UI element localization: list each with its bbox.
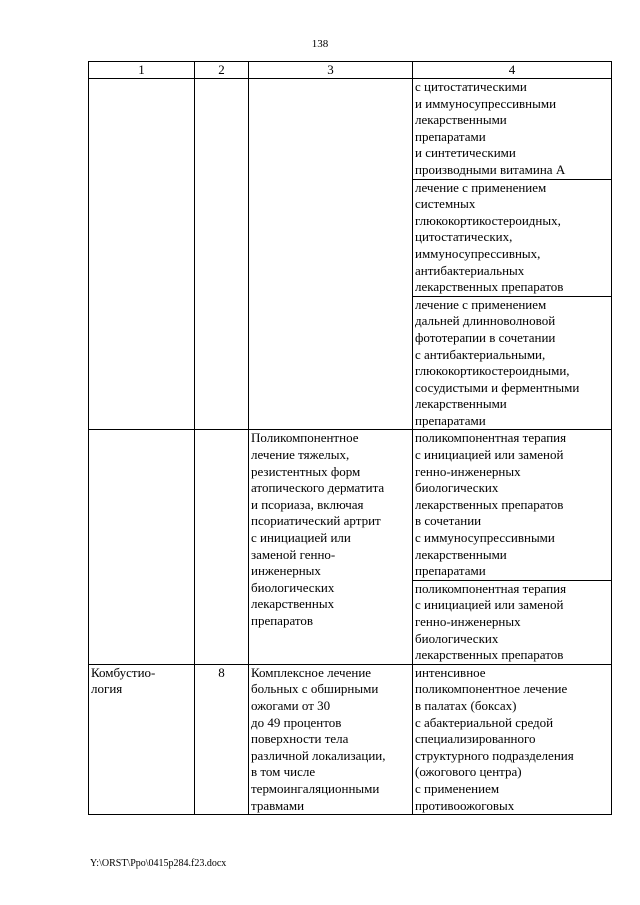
profile-text: Комбустио- логия (91, 664, 156, 697)
table-row (89, 664, 612, 814)
group-number-cell (195, 664, 249, 814)
table-row (89, 79, 612, 180)
treatment-text: лечение с применением дальней длинноволновой фототерапии в сочетании с антибактериальными, глюкокортикостероидными, сосудистыми и ферментными лекарственными препаратами (415, 296, 580, 428)
profile-cell (89, 664, 195, 814)
treatment-text: поликомпонентная терапия с инициацией или заменой генно-инженерных биологических лекарственных препаратов в сочетании с иммуносупрессивными лекарственными препаратами (415, 430, 567, 579)
file-path-footer: Y:\ORST\Ppo\0415p284.f23.docx (90, 858, 227, 869)
header-cell-2: 2 (195, 62, 249, 79)
treatment-text: интенсивное поликомпонентное лечение в палатах (боксах) с абактериальной средой специализированного структурного подразделения (ожогового центра) с применением противоожоговых (415, 664, 574, 813)
treatment-cell (413, 664, 612, 814)
treatment-cell (413, 296, 612, 430)
treatment-cell (413, 179, 612, 296)
header-cell-3: 3 (249, 62, 413, 79)
group-number: 8 (218, 664, 225, 680)
treatment-text: лечение с применением системных глюкокортикостероидных, цитостатических, иммуносупрессивных, антибактериальных лекарственных препаратов (415, 179, 564, 295)
procedure-text: Поликомпонентное лечение тяжелых, резистентных форм атопического дерматита и псориаза, включая псориатический артрит с инициацией или заменой генно- инженерных биологических лекарственных препаратов (251, 430, 385, 628)
empty-cell (89, 430, 195, 664)
procedure-cell (249, 430, 413, 664)
empty-cell (195, 430, 249, 664)
treatment-cell (413, 79, 612, 180)
procedure-cell (249, 664, 413, 814)
header-cell-4: 4 (413, 62, 612, 79)
treatment-cell (413, 430, 612, 580)
empty-cell (195, 79, 249, 430)
empty-cell (249, 79, 413, 430)
procedure-text: Комплексное лечение больных с обширными ожогами от 30 до 49 процентов поверхности тела различной локализации, в том числе термоингаляционными травмами (251, 664, 386, 813)
treatment-cell (413, 580, 612, 664)
procedures-table (88, 61, 612, 815)
header-cell-1: 1 (89, 62, 195, 79)
table-header-row (89, 62, 612, 79)
empty-cell (89, 79, 195, 430)
treatment-text: с цитостатическими и иммуносупрессивными лекарственными препаратами и синтетическими производными витамина А (415, 79, 566, 177)
treatment-text: поликомпонентная терапия с инициацией или заменой генно-инженерных биологических лекарственных препаратов (415, 580, 567, 663)
table-row (89, 430, 612, 580)
page-number: 138 (311, 38, 329, 50)
